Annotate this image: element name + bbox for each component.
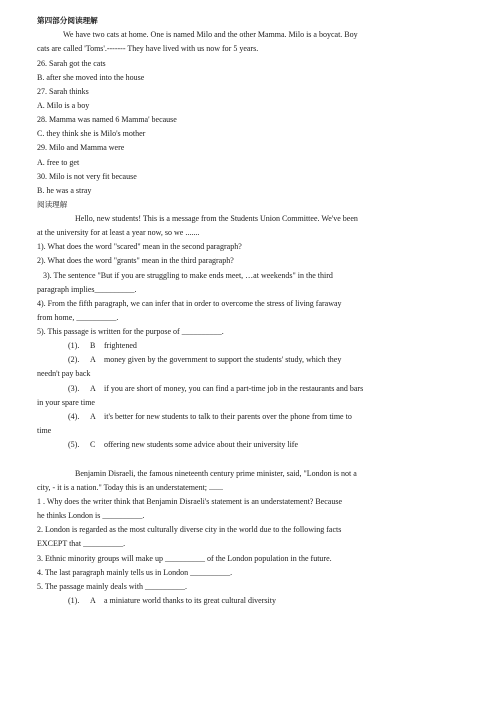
question-line: 3). The sentence "But if you are struggling to make ends meet, …at weekends" in the third: [43, 271, 333, 280]
question-line: 1 . Why does the writer think that Benjamin Disraeli's statement is an understatement? Because: [37, 497, 342, 506]
answer-text: if you are short of money, you can find a part-time job in the restaurants and bars: [104, 384, 364, 393]
answer-number: (5).: [68, 440, 80, 449]
passage3-line2: city, - it is a nation." Today this is an understatement; .......: [37, 483, 224, 492]
answer-letter: B: [90, 341, 96, 350]
question-line: 1). What does the word "scared" mean in the second paragraph?: [37, 242, 242, 251]
answer-text: money given by the government to support the students' study, which they: [104, 355, 342, 364]
passage3-line1: Benjamin Disraeli, the famous nineteenth century prime minister, said, "London is not a: [75, 469, 357, 478]
q30-stem: 30. Milo is not very fit because: [37, 172, 137, 181]
q26-answer: B. after she moved into the house: [37, 73, 145, 82]
answer-text: it's better for new students to talk to their parents over the phone from time to: [104, 412, 352, 421]
q26-stem: 26. Sarah got the cats: [37, 59, 106, 68]
question-line: paragraph implies__________.: [37, 285, 137, 294]
passage1-line1: We have two cats at home. One is named Milo and the other Mamma. Milo is a boycat. Boy: [63, 30, 358, 39]
q29-stem: 29. Milo and Mamma were: [37, 143, 125, 152]
question-line: 5). This passage is written for the purpose of __________.: [37, 327, 224, 336]
question-line: 2. London is regarded as the most culturally diverse city in the world due to the following facts: [37, 525, 342, 534]
answer-text: a miniature world thanks to its great cultural diversity: [104, 596, 276, 605]
question-line: 4. The last paragraph mainly tells us in London __________.: [37, 568, 233, 577]
answer-letter: A: [90, 596, 96, 605]
answer-continuation: time: [37, 426, 52, 435]
answer-line: [68, 411, 492, 422]
question-line: 5. The passage mainly deals with __________.: [37, 582, 188, 591]
answer-line: [68, 340, 492, 351]
q30-answer: B. he was a stray: [37, 186, 92, 195]
q28-stem: 28. Mamma was named 6 Mamma' because: [37, 115, 177, 124]
answer-continuation: in your spare time: [37, 398, 95, 407]
answer-line: [68, 439, 492, 450]
section-title: 第四部分阅读理解: [37, 16, 98, 25]
answer-number: (4).: [68, 412, 80, 421]
answer-line: [68, 383, 492, 394]
answer-line: [68, 595, 492, 606]
answer-number: (2).: [68, 355, 80, 364]
q28-answer: C. they think she is Milo's mother: [37, 129, 146, 138]
answer-continuation: needn't pay back: [37, 369, 91, 378]
q29-answer: A. free to get: [37, 158, 80, 167]
answer-letter: A: [90, 384, 96, 393]
section2-title: 阅读理解: [37, 200, 68, 209]
passage2-line1: Hello, new students! This is a message from the Students Union Committee. We've been: [75, 214, 358, 223]
answer-text: offering new students some advice about their university life: [104, 440, 299, 449]
answer-line: [68, 354, 492, 365]
answer-number: (1).: [68, 596, 80, 605]
question-line: 4). From the fifth paragraph, we can infer that in order to overcome the stress of living faraway: [37, 299, 342, 308]
answer-letter: A: [90, 355, 96, 364]
question-line: he thinks London is __________.: [37, 511, 145, 520]
q27-stem: 27. Sarah thinks: [37, 87, 89, 96]
answer-number: (1).: [68, 341, 80, 350]
question-line: EXCEPT that __________.: [37, 539, 126, 548]
passage1-line2: cats are called 'Toms'.------- They have lived with us now for 5 years.: [37, 44, 259, 53]
question-line: 2). What does the word "grants" mean in the third paragraph?: [37, 256, 234, 265]
question-line: from home, __________.: [37, 313, 119, 322]
answer-letter: C: [90, 440, 96, 449]
answer-text: frightened: [104, 341, 137, 350]
passage2-line2: at the university for at least a year now, so we .......: [37, 228, 200, 237]
answer-number: (3).: [68, 384, 80, 393]
answer-letter: A: [90, 412, 96, 421]
q27-answer: A. Milo is a boy: [37, 101, 90, 110]
question-line: 3. Ethnic minority groups will make up __________ of the London population in the future.: [37, 554, 332, 563]
